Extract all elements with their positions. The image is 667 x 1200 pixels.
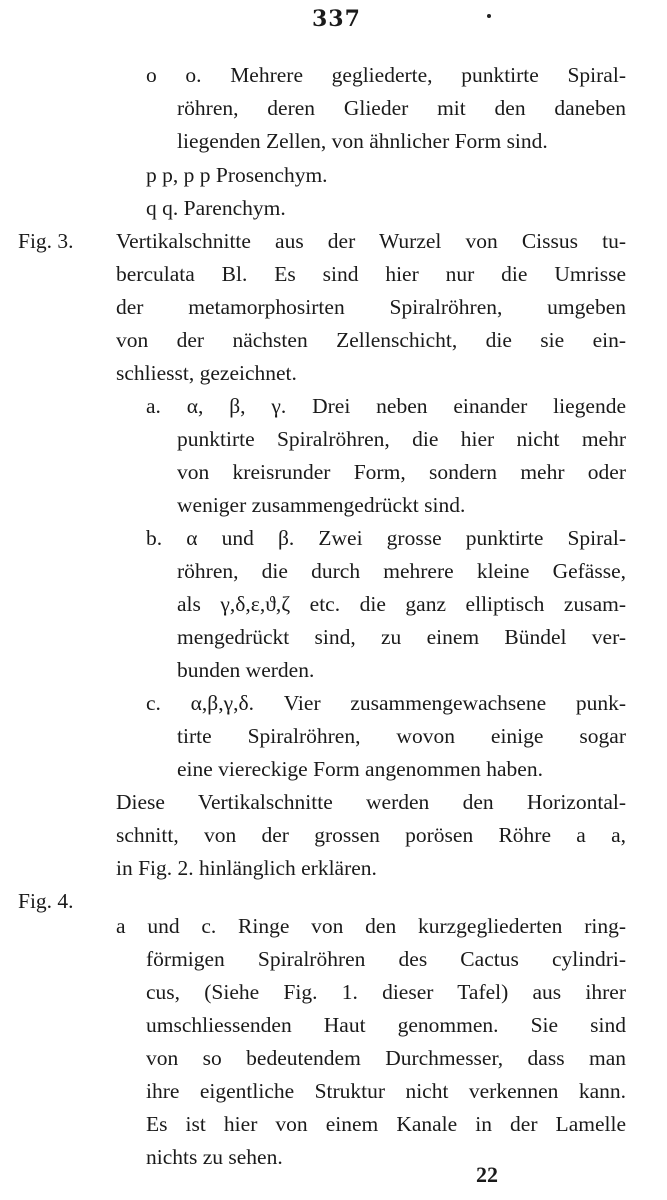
fig3-closing-1: Diese Vertikalschnitte werden den Horizontal- [116,790,626,814]
fig3-a-2: punktirte Spiralröhren, die hier nicht mehr [177,427,626,451]
fig3-intro-5: schliesst, gezeichnet. [116,361,297,385]
fig3-a-3: von kreisrunder Form, sondern mehr oder [177,460,626,484]
fig3-b-3: als γ,δ,ε,ϑ,ζ etc. die ganz elliptisch zusam- [177,592,626,616]
oo-line-3: liegenden Zellen, von ähnlicher Form sind. [177,129,548,153]
fig3-c-2: tirte Spiralröhren, wovon einige sogar [177,724,626,748]
fig3-b-5: bunden werden. [177,658,315,682]
fig4-line-2: förmigen Spiralröhren des Cactus cylindri- [146,947,626,971]
fig3-b-1: b. α und β. Zwei grosse punktirte Spiral- [146,526,626,550]
oo-line-1: o o. Mehrere gegliederte, punktirte Spiral- [146,63,626,87]
fig4-line-3: cus, (Siehe Fig. 1. dieser Tafel) aus ihrer [146,980,626,1004]
fig3-closing-3: in Fig. 2. hinlänglich erklären. [116,856,377,880]
fig4-line-6: ihre eigentliche Struktur nicht verkennen kann. [146,1079,626,1103]
fig3-closing-2: schnitt, von der grossen porösen Röhre a a, [116,823,626,847]
fig3-b-2: röhren, die durch mehrere kleine Gefässe, [177,559,626,583]
fig3-label: Fig. 3. [18,229,74,253]
oo-line-2: röhren, deren Glieder mit den daneben [177,96,626,120]
fig3-intro-3: der metamorphosirten Spiralröhren, umgeben [116,295,626,319]
fig4-label: Fig. 4. [18,889,74,913]
pp-line: p p, p p Prosenchym. [146,163,328,187]
fig3-c-1: c. α,β,γ,δ. Vier zusammengewachsene punk- [146,691,626,715]
qq-line: q q. Parenchym. [146,196,286,220]
fig3-c-3: eine viereckige Form angenommen haben. [177,757,543,781]
fig3-intro-4: von der nächsten Zellenschicht, die sie ein- [116,328,626,352]
fig3-intro-1: Vertikalschnitte aus der Wurzel von Cissus tu- [116,229,626,253]
ink-speck [487,14,491,18]
fig3-a-1: a. α, β, γ. Drei neben einander liegende [146,394,626,418]
fig4-line-8: nichts zu sehen. [146,1145,283,1169]
fig4-line-1: a und c. Ringe von den kurzgegliederten ring- [116,914,626,938]
fig3-a-4: weniger zusammengedrückt sind. [177,493,466,517]
page-number: 337 [312,6,361,32]
fig4-line-4: umschliessenden Haut genommen. Sie sind [146,1013,626,1037]
signature-mark: 22 [476,1162,498,1187]
fig3-intro-2: berculata Bl. Es sind hier nur die Umrisse [116,262,626,286]
fig4-line-7: Es ist hier von einem Kanale in der Lamelle [146,1112,626,1136]
fig4-line-5: von so bedeutendem Durchmesser, dass man [146,1046,626,1070]
fig3-b-4: mengedrückt sind, zu einem Bündel ver- [177,625,626,649]
